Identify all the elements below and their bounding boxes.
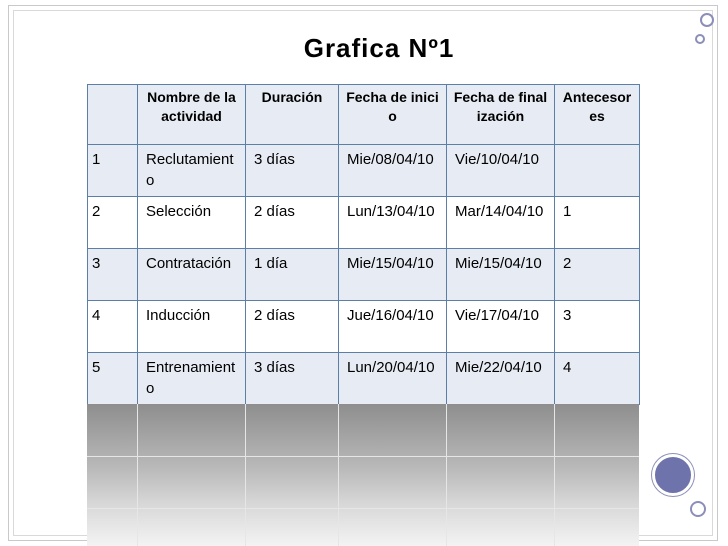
cell-start-date: Jue/16/04/10 (339, 301, 447, 353)
header-number (88, 85, 138, 145)
cell-number: 2 (88, 197, 138, 249)
header-predecessors: Antecesores (555, 85, 640, 145)
cell-activity-name: Inducción (138, 301, 246, 353)
cell-activity-name: Contratación (138, 249, 246, 301)
cell-end-date: Mie/22/04/10 (447, 353, 555, 405)
cell-activity-name: Entrenamiento (138, 353, 246, 405)
slide-title: Grafica Nº1 (303, 33, 455, 63)
cell-end-date: Mar/14/04/10 (447, 197, 555, 249)
table-row (88, 249, 640, 301)
cell-start-date: Lun/13/04/10 (339, 197, 447, 249)
cell-duration: 1 día (246, 249, 339, 301)
table-row (88, 145, 640, 197)
cell-number: 3 (88, 249, 138, 301)
cell-activity-name: Selección (138, 197, 246, 249)
decorative-circle-icon (700, 13, 714, 27)
cell-predecessors: 4 (555, 353, 640, 405)
table-row (88, 301, 640, 353)
cell-duration: 3 días (246, 145, 339, 197)
cell-predecessors: 2 (555, 249, 640, 301)
cell-end-date: Vie/17/04/10 (447, 301, 555, 353)
cell-end-date: Mie/15/04/10 (447, 249, 555, 301)
reflection-grid (87, 404, 639, 546)
decorative-circle-icon (690, 501, 706, 517)
cell-duration: 2 días (246, 197, 339, 249)
decorative-circle-icon (652, 454, 694, 496)
cell-number: 4 (88, 301, 138, 353)
header-start-date: Fecha de inicio (339, 85, 447, 145)
table-row (88, 197, 640, 249)
header-duration: Duración (246, 85, 339, 145)
table-header-row (88, 85, 640, 145)
cell-start-date: Lun/20/04/10 (339, 353, 447, 405)
cell-duration: 3 días (246, 353, 339, 405)
cell-predecessors (555, 145, 640, 197)
cell-end-date: Vie/10/04/10 (447, 145, 555, 197)
activity-table (87, 84, 640, 405)
cell-number: 1 (88, 145, 138, 197)
cell-number: 5 (88, 353, 138, 405)
cell-predecessors: 1 (555, 197, 640, 249)
header-end-date: Fecha de finalización (447, 85, 555, 145)
cell-start-date: Mie/08/04/10 (339, 145, 447, 197)
table-row (88, 353, 640, 405)
cell-activity-name: Reclutamiento (138, 145, 246, 197)
header-activity-name: Nombre de la actividad (138, 85, 246, 145)
cell-predecessors: 3 (555, 301, 640, 353)
cell-duration: 2 días (246, 301, 339, 353)
cell-start-date: Mie/15/04/10 (339, 249, 447, 301)
